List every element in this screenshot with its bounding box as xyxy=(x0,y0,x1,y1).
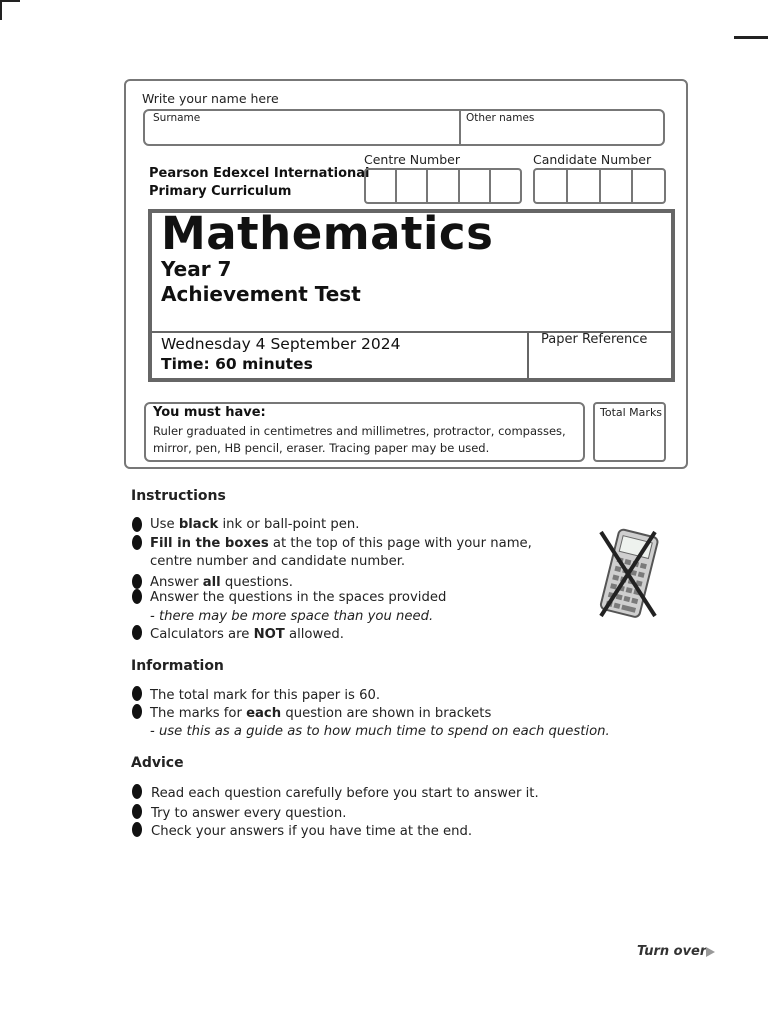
candidate-digit-box[interactable] xyxy=(535,170,568,202)
information-emphasis: each xyxy=(246,706,282,721)
triangle-right-icon xyxy=(706,947,715,957)
candidate-digit-box[interactable] xyxy=(633,170,664,202)
bullet-icon xyxy=(132,517,142,532)
instruction-text: ink or ball-point pen. xyxy=(218,517,360,532)
instruction-text: Calculators are xyxy=(150,627,254,642)
instruction-emphasis: NOT xyxy=(253,627,285,642)
name-field-box[interactable] xyxy=(143,109,665,146)
bullet-icon xyxy=(132,535,142,550)
instruction-item xyxy=(150,575,293,590)
information-item: The total mark for this paper is 60. xyxy=(150,688,381,703)
instruction-text: at the top of this page with your name, xyxy=(268,536,532,551)
advice-item: Check your answers if you have time at the end. xyxy=(151,824,473,839)
turn-over-label: Turn over xyxy=(637,944,707,959)
information-text: question are shown in brackets xyxy=(281,706,492,721)
exam-board-line-1: Pearson Edexcel International xyxy=(149,166,370,181)
year-label: Year 7 xyxy=(161,257,232,281)
instruction-continuation: - there may be more space than you need. xyxy=(150,609,434,624)
crop-mark-top-right xyxy=(734,36,768,39)
bullet-icon xyxy=(132,625,142,640)
candidate-number-boxes[interactable] xyxy=(533,168,666,204)
centre-digit-box[interactable] xyxy=(460,170,491,202)
bullet-icon xyxy=(132,686,142,701)
instruction-text: Answer xyxy=(150,575,203,590)
other-names-label: Other names xyxy=(466,112,535,124)
bullet-icon xyxy=(132,704,142,719)
advice-heading: Advice xyxy=(131,755,184,771)
instruction-text: Use xyxy=(150,517,179,532)
paper-reference-label: Paper Reference xyxy=(541,332,648,347)
required-materials-title: You must have: xyxy=(153,405,266,420)
instruction-text: questions. xyxy=(220,575,293,590)
paper-reference-divider xyxy=(527,333,529,378)
instruction-emphasis: all xyxy=(202,575,221,590)
information-continuation: - use this as a guide as to how much time to spend on each question. xyxy=(150,724,610,739)
write-name-label: Write your name here xyxy=(142,91,279,106)
instruction-text: allowed. xyxy=(284,627,344,642)
information-text: The marks for xyxy=(150,706,247,721)
instructions-heading: Instructions xyxy=(131,488,226,504)
exam-duration: Time: 60 minutes xyxy=(161,355,313,373)
bullet-icon xyxy=(132,784,142,799)
bullet-icon xyxy=(132,822,142,837)
exam-date: Wednesday 4 September 2024 xyxy=(161,335,401,353)
bullet-icon xyxy=(132,804,142,819)
instruction-item xyxy=(150,517,359,532)
bullet-icon xyxy=(132,589,142,604)
test-name: Achievement Test xyxy=(161,282,361,306)
exam-board-line-2: Primary Curriculum xyxy=(149,184,292,199)
total-marks-label: Total Marks xyxy=(600,406,663,419)
materials-line-2: mirror, pen, HB pencil, eraser. Tracing paper may be used. xyxy=(153,441,490,455)
candidate-digit-box[interactable] xyxy=(568,170,601,202)
exam-board-name xyxy=(149,165,370,201)
instruction-item: Answer the questions in the spaces provided xyxy=(150,590,447,605)
calculator-crossed-icon xyxy=(595,528,661,620)
instruction-item xyxy=(150,627,344,642)
advice-item: Read each question carefully before you start to answer it. xyxy=(151,786,539,801)
name-field-divider xyxy=(459,110,461,145)
candidate-number-label: Candidate Number xyxy=(533,152,652,167)
subject-title: Mathematics xyxy=(161,207,494,260)
crop-mark-top-left xyxy=(0,0,20,20)
instruction-item xyxy=(150,536,532,551)
candidate-digit-box[interactable] xyxy=(601,170,634,202)
centre-number-label: Centre Number xyxy=(364,152,460,167)
centre-digit-box[interactable] xyxy=(428,170,459,202)
information-heading: Information xyxy=(131,658,224,674)
instruction-emphasis: Fill in the boxes xyxy=(150,536,269,551)
bullet-icon xyxy=(132,574,142,589)
required-materials-text xyxy=(153,423,578,457)
advice-item: Try to answer every question. xyxy=(151,806,347,821)
instruction-emphasis: black xyxy=(178,517,219,532)
instruction-continuation: centre number and candidate number. xyxy=(150,554,406,569)
centre-digit-box[interactable] xyxy=(397,170,428,202)
information-item xyxy=(150,706,491,721)
centre-number-boxes[interactable] xyxy=(364,168,522,204)
centre-digit-box[interactable] xyxy=(366,170,397,202)
surname-label: Surname xyxy=(153,112,201,124)
centre-digit-box[interactable] xyxy=(491,170,520,202)
materials-line-1: Ruler graduated in centimetres and millimetres, protractor, compasses, xyxy=(153,424,566,438)
